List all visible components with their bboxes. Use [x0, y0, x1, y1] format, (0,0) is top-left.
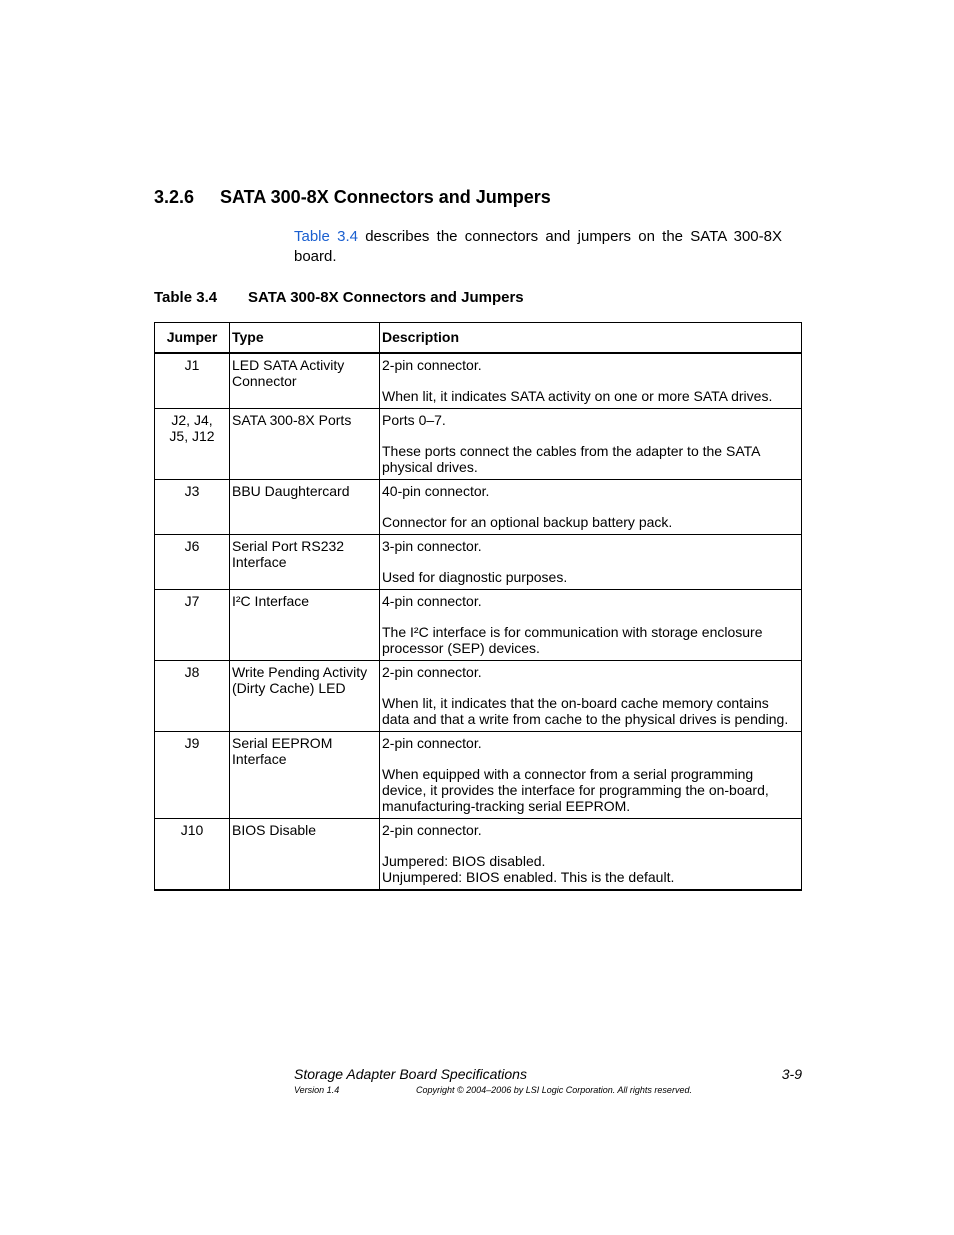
- description-cell-line: 2-pin connector.: [382, 735, 482, 751]
- type-cell-line: Interface: [232, 751, 287, 767]
- section-heading: [154, 187, 551, 208]
- description-cell: [380, 409, 802, 480]
- table-row: [155, 661, 802, 732]
- type-cell-line: I²C Interface: [232, 593, 310, 609]
- jumper-cell: [155, 353, 230, 409]
- paragraph-gap: [382, 680, 799, 695]
- table-body: [155, 353, 802, 890]
- jumper-cell-line: J6: [184, 538, 200, 554]
- description-cell-line: When lit, it indicates that the on-board cache memory contains: [382, 695, 769, 711]
- description-cell-line: Unjumpered: BIOS enabled. This is the default.: [382, 869, 675, 885]
- description-cell-line: When lit, it indicates SATA activity on one or more SATA drives.: [382, 388, 773, 404]
- table-caption-title: SATA 300-8X Connectors and Jumpers: [248, 289, 524, 306]
- jumper-cell: [155, 819, 230, 891]
- jumper-cell-line: J3: [184, 483, 200, 499]
- table-row: [155, 409, 802, 480]
- description-cell: [380, 480, 802, 535]
- section-title: SATA 300-8X Connectors and Jumpers: [220, 187, 551, 207]
- jumper-cell-line: J10: [180, 822, 204, 838]
- table-xref-link[interactable]: Table 3.4: [294, 228, 358, 245]
- footer-copyright: Copyright © 2004–2006 by LSI Logic Corporation. All rights reserved.: [416, 1085, 692, 1095]
- jumper-cell-line: J5, J12: [169, 428, 215, 444]
- description-cell-line: Used for diagnostic purposes.: [382, 569, 568, 585]
- description-cell-line: manufacturing-tracking serial EEPROM.: [382, 798, 631, 814]
- type-cell: [230, 535, 380, 590]
- table-caption: [154, 289, 524, 306]
- description-cell-line: Jumpered: BIOS disabled.: [382, 853, 546, 869]
- jumper-cell-line: J1: [184, 357, 200, 373]
- description-cell-line: 2-pin connector.: [382, 664, 482, 680]
- paragraph-gap: [382, 554, 799, 569]
- jumper-cell: [155, 661, 230, 732]
- description-cell-line: data and that a write from cache to the physical drives is pending.: [382, 711, 789, 727]
- table-caption-number: Table 3.4: [154, 289, 218, 306]
- header-description: Description: [380, 323, 802, 354]
- description-cell: [380, 353, 802, 409]
- section-number: 3.2.6: [154, 187, 195, 207]
- description-cell: [380, 661, 802, 732]
- description-cell-line: device, it provides the interface for programming the on-board,: [382, 782, 769, 798]
- footer-page-number: 3-9: [781, 1066, 802, 1082]
- type-cell: [230, 819, 380, 891]
- description-cell: [380, 732, 802, 819]
- description-cell-line: These ports connect the cables from the adapter to the SATA: [382, 443, 761, 459]
- type-cell: [230, 590, 380, 661]
- description-cell: [380, 819, 802, 891]
- type-cell: [230, 732, 380, 819]
- description-cell-line: Ports 0–7.: [382, 412, 446, 428]
- jumper-cell-line: J2, J4,: [171, 412, 213, 428]
- table-header-row: [155, 323, 802, 354]
- type-cell: [230, 480, 380, 535]
- table-row: [155, 590, 802, 661]
- type-cell: [230, 353, 380, 409]
- type-cell-line: SATA 300-8X Ports: [232, 412, 352, 428]
- jumper-cell-line: J7: [184, 593, 200, 609]
- description-cell: [380, 535, 802, 590]
- paragraph-gap: [382, 609, 799, 624]
- jumper-cell: [155, 409, 230, 480]
- type-cell-line: Serial Port RS232: [232, 538, 345, 554]
- description-cell-line: When equipped with a connector from a serial programming: [382, 766, 754, 782]
- paragraph-gap: [382, 428, 799, 443]
- type-cell-line: BBU Daughtercard: [232, 483, 350, 499]
- jumper-cell: [155, 480, 230, 535]
- jumper-cell: [155, 535, 230, 590]
- description-cell: [380, 590, 802, 661]
- description-cell-line: 4-pin connector.: [382, 593, 482, 609]
- type-cell: [230, 661, 380, 732]
- jumper-cell: [155, 732, 230, 819]
- type-cell-line: Write Pending Activity: [232, 664, 368, 680]
- jumper-cell-line: J8: [184, 664, 200, 680]
- description-cell-line: 2-pin connector.: [382, 357, 482, 373]
- table-row: [155, 480, 802, 535]
- type-cell: [230, 409, 380, 480]
- description-cell-line: physical drives.: [382, 459, 478, 475]
- footer-version: Version 1.4: [294, 1085, 340, 1095]
- header-type: Type: [230, 323, 380, 354]
- paragraph-gap: [382, 751, 799, 766]
- type-cell-line: Interface: [232, 554, 287, 570]
- type-cell-line: Connector: [232, 373, 297, 389]
- type-cell-line: LED SATA Activity: [232, 357, 345, 373]
- footer-doc-title: Storage Adapter Board Specifications: [294, 1066, 527, 1082]
- intro-paragraph: [294, 227, 782, 267]
- connectors-table: [154, 322, 802, 891]
- paragraph-gap: [382, 373, 799, 388]
- table-row: [155, 819, 802, 891]
- description-cell-line: 2-pin connector.: [382, 822, 482, 838]
- table-row: [155, 535, 802, 590]
- paragraph-gap: [382, 838, 799, 853]
- table-row: [155, 732, 802, 819]
- type-cell-line: BIOS Disable: [232, 822, 317, 838]
- type-cell-line: (Dirty Cache) LED: [232, 680, 346, 696]
- table-row: [155, 353, 802, 409]
- jumper-cell-line: J9: [184, 735, 200, 751]
- description-cell-line: Connector for an optional backup battery pack.: [382, 514, 673, 530]
- paragraph-gap: [382, 499, 799, 514]
- description-cell-line: 40-pin connector.: [382, 483, 490, 499]
- description-cell-line: 3-pin connector.: [382, 538, 482, 554]
- type-cell-line: Serial EEPROM: [232, 735, 333, 751]
- jumper-cell: [155, 590, 230, 661]
- description-cell-line: processor (SEP) devices.: [382, 640, 540, 656]
- description-cell-line: The I²C interface is for communication with storage enclosure: [382, 624, 763, 640]
- header-jumper: Jumper: [155, 323, 230, 354]
- intro-text: describes the connectors and jumpers on the SATA 300-8X board.: [294, 228, 782, 265]
